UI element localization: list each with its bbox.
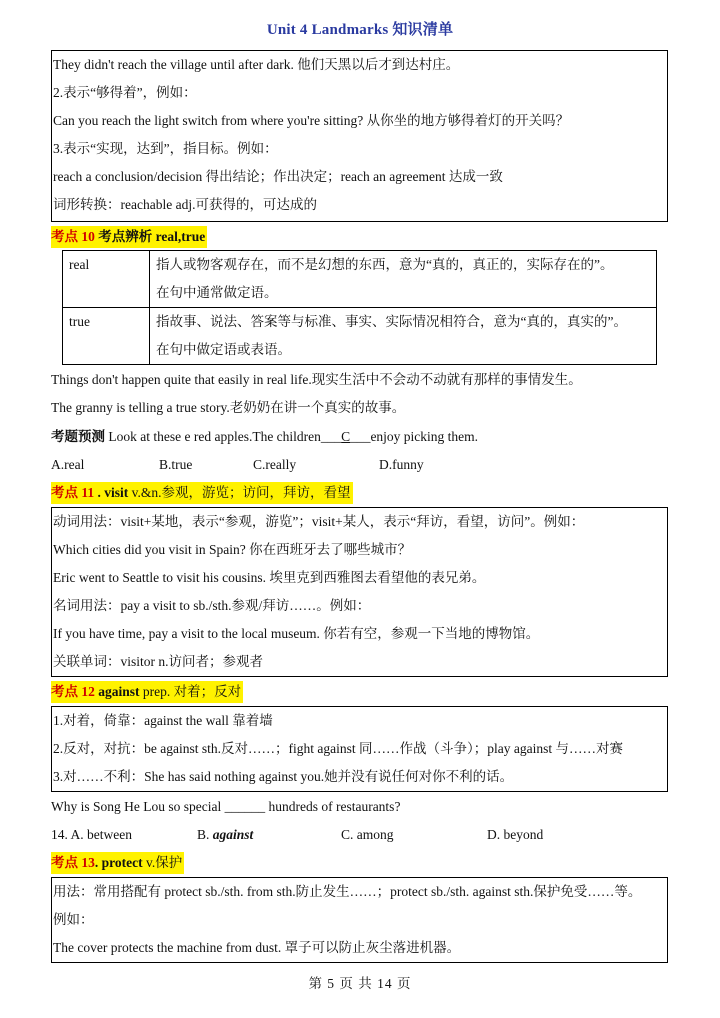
table-explanation [150,251,657,308]
table-word: real [63,251,150,308]
kp12-key: 考点 12 [51,684,95,699]
prediction-stem-end: ___enjoy picking them. [350,429,479,444]
kp10-key: 考点 10 [51,229,95,244]
option-d: D.funny [379,457,424,472]
box-line: Can you reach the light switch from where you're sitting? 从你坐的地方够得着灯的开关吗？ [53,113,570,128]
table-explanation [150,308,657,365]
box-line: 词形转换：reachable adj.可获得的，可达成的 [53,197,317,212]
prediction-label: 考题预测 [51,429,105,444]
protect-usage-box [51,877,668,963]
box-line: 1.对着，倚靠：against the wall 靠着墙 [53,713,273,728]
box-line: reach a conclusion/decision 得出结论；作出决定；reach an agreement 达成一致 [53,169,503,184]
box-line: 3.对……不利：She has said nothing against you.她并没有说任何对你不利的话。 [53,769,514,784]
kp12-heading [51,681,243,703]
real-true-table [62,250,657,365]
box-line: The cover protects the machine from dust. 罩子可以防止灰尘落进机器。 [53,940,461,955]
q14-answer: against [212,827,254,842]
kp10-title: 考点辨析 real,true [94,229,206,244]
example-sentence: Things don't happen quite that easily in real life.现实生活中不会动不动就有那样的事情发生。 [51,372,582,387]
box-line: 用法：常用搭配有 protect sb./sth. from sth.防止发生……；protect sb./sth. against sth.保护免受……等。 [53,884,642,899]
kp12-title: against [94,684,143,699]
box-line: 关联单词：visitor n.访问者；参观者 [53,654,264,669]
prediction-stem: Look at these e red apples.The children___ [105,429,342,444]
option-b: B.true [159,457,193,472]
kp13-meaning: v.保护 [145,855,183,870]
box-line: Eric went to Seattle to visit his cousins. 埃里克到西雅图去看望他的表兄弟。 [53,570,486,585]
kp13-heading [51,852,184,874]
kp13-key: 考点 13 [51,855,95,870]
table-row [63,251,657,308]
table-row [63,308,657,365]
option-a: A.real [51,457,85,472]
prediction-question [51,423,671,451]
table-line: 在句中做定语或表语。 [156,342,291,357]
box-line: 2.表示“够得着”，例如： [53,85,197,100]
kp10-heading [51,226,207,248]
example-sentence: The granny is telling a true story.老奶奶在讲一个真实的故事。 [51,400,406,415]
reach-usage-box [51,50,668,222]
box-line: 动词用法：visit+某地，表示“参观，游览”；visit+某人，表示“拜访，看望，访问”。例如： [53,514,585,529]
q14-option-a: 14. A. between [51,827,132,842]
box-line: They didn't reach the village until after dark. 他们天黑以后才到达村庄。 [53,57,460,72]
table-line: 指故事、说法、答案等与标准、事实、实际情况相符合，意为“真的，真实的”。 [156,314,627,329]
table-line: 在句中通常做定语。 [156,285,278,300]
box-line: 2.反对，对抗：be against sth.反对……；fight against 同……作战（斗争）；play against 与……对赛 [53,741,623,756]
kp13-title: . protect [94,855,146,870]
page-footer: 第 5 页 共 14 页 [308,976,412,991]
prediction-answer: C [341,429,351,444]
table-word: true [63,308,150,365]
kp11-title: . visit [94,485,132,500]
box-line: 例如： [53,912,94,927]
q14-option-b: B. against [197,827,254,842]
visit-usage-box [51,507,668,677]
q14-option-c: C. among [341,827,394,842]
against-usage-box [51,706,668,792]
kp12-meaning: prep. 对着；反对 [142,684,242,699]
page-title: Unit 4 Landmarks 知识清单 [266,22,454,38]
kp11-heading [51,482,353,504]
kp11-key: 考点 11 [51,485,95,500]
box-line: 名词用法：pay a visit to sb./sth.参观/拜访……。例如： [53,598,371,613]
question-14-stem: Why is Song He Lou so special ______ hundreds of restaurants? [51,799,401,814]
question-14-options [51,821,671,849]
prediction-options [51,451,671,479]
table-line: 指人或物客观存在，而不是幻想的东西，意为“真的，真正的，实际存在的”。 [156,257,614,272]
box-line: If you have time, pay a visit to the local museum. 你若有空，参观一下当地的博物馆。 [53,626,540,641]
option-c: C.really [253,457,297,472]
box-line: Which cities did you visit in Spain? 你在西班牙去了哪些城市？ [53,542,412,557]
q14-option-d: D. beyond [487,827,544,842]
kp11-meaning: v.&n.参观，游览；访问，拜访，看望 [131,485,351,500]
box-line: 3.表示“实现，达到”，指目标。例如： [53,141,278,156]
